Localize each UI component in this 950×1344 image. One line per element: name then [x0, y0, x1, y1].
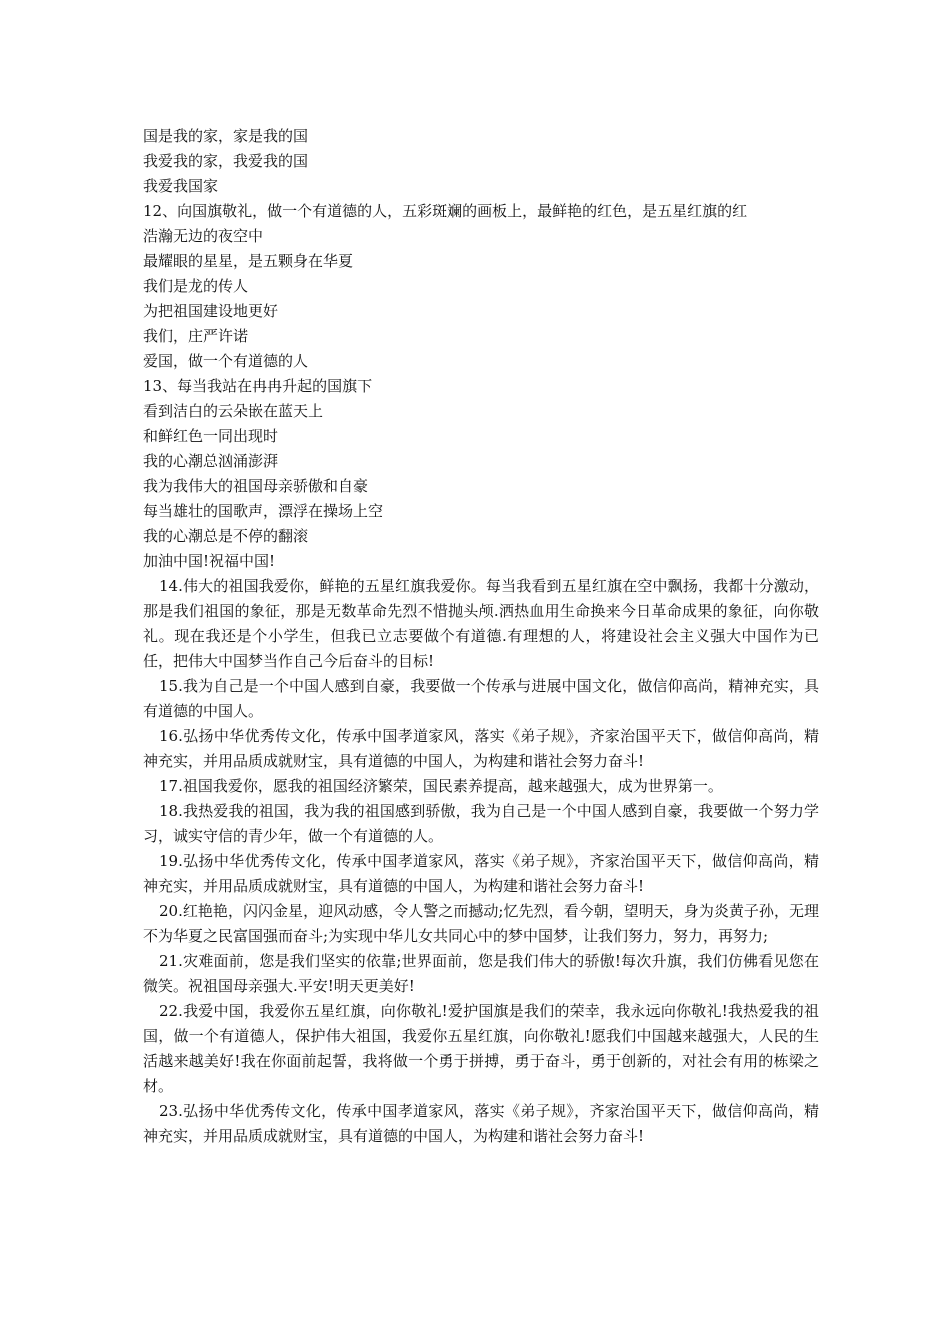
verse-line: 13、每当我站在冉冉升起的国旗下 — [143, 377, 373, 395]
verse-line: 我的心潮总是不停的翻滚 — [143, 527, 309, 545]
paragraph: 17.祖国我爱你，愿我的祖国经济繁荣，国民素养提高，越来越强大，成为世界第一。 — [159, 777, 723, 795]
verse-line: 每当雄壮的国歌声，漂浮在操场上空 — [143, 502, 384, 520]
paragraph: 19.弘扬中华优秀传文化，传承中国孝道家风，落实《弟子规》，齐家治国平天下，做信仰高尚，精神充实，并用品质成就财宝，具有道德的中国人，为构建和谐社会努力奋斗! — [143, 852, 819, 895]
paragraph: 16.弘扬中华优秀传文化，传承中国孝道家风，落实《弟子规》，齐家治国平天下，做信仰高尚，精神充实，并用品质成就财宝，具有道德的中国人，为构建和谐社会努力奋斗! — [143, 727, 819, 770]
verse-line: 我们，庄严许诺 — [143, 327, 249, 345]
paragraph: 22.我爱中国，我爱你五星红旗，向你敬礼!爱护国旗是我们的荣幸，我永远向你敬礼!我热爱我的祖国，做一个有道德人，保护伟大祖国，我爱你五星红旗，向你敬礼!愿我们中国越来越强大，人民的生活越来越美好!我在你面前起誓，我将做一个勇于拼搏，勇于奋斗，勇于创新的，对社会有用的栋梁之材。 — [143, 1002, 819, 1095]
verse-line: 国是我的家，家是我的国 — [143, 127, 309, 145]
verse-line: 为把祖国建设地更好 — [143, 302, 279, 320]
verse-line: 我爱我的家，我爱我的国 — [143, 152, 309, 170]
paragraph: 23.弘扬中华优秀传文化，传承中国孝道家风，落实《弟子规》，齐家治国平天下，做信仰高尚，精神充实，并用品质成就财宝，具有道德的中国人，为构建和谐社会努力奋斗! — [143, 1102, 819, 1145]
paragraph: 15.我为自己是一个中国人感到自豪，我要做一个传承与进展中国文化，做信仰高尚，精神充实，具有道德的中国人。 — [143, 677, 819, 720]
verse-line: 浩瀚无边的夜空中 — [143, 227, 264, 245]
verse-line: 加油中国!祝福中国! — [143, 552, 276, 570]
paragraph: 18.我热爱我的祖国，我为我的祖国感到骄傲，我为自己是一个中国人感到自豪，我要做一个努力学习，诚实守信的青少年，做一个有道德的人。 — [143, 802, 819, 845]
paragraph: 21.灾难面前，您是我们坚实的依靠;世界面前，您是我们伟大的骄傲!每次升旗，我们仿佛看见您在微笑。祝祖国母亲强大.平安!明天更美好! — [143, 952, 819, 995]
paragraph: 14.伟大的祖国我爱你，鲜艳的五星红旗我爱你。每当我看到五星红旗在空中飘扬，我都十分激动，那是我们祖国的象征，那是无数革命先烈不惜抛头颅.洒热血用生命换来今日革命成果的象征，向你敬礼。现在我还是个小学生，但我已立志要做个有道德.有理想的人，将建设社会主义强大中国作为已任，把伟大中国梦当作自己今后奋斗的目标! — [143, 577, 819, 670]
document-body — [143, 124, 819, 1149]
paragraph: 20.红艳艳，闪闪金星，迎风动感，令人警之而撼动;忆先烈，看今朝，望明天，身为炎黄子孙，无理不为华夏之民富国强而奋斗;为实现中华儿女共同心中的梦中国梦，让我们努力，努力，再努力; — [143, 902, 819, 945]
verse-line: 12、向国旗敬礼，做一个有道德的人，五彩斑斓的画板上，最鲜艳的红色，是五星红旗的红 — [143, 202, 748, 220]
verse-line: 和鲜红色一同出现时 — [143, 427, 279, 445]
verse-line: 看到洁白的云朵嵌在蓝天上 — [143, 402, 324, 420]
verse-line: 最耀眼的星星，是五颗身在华夏 — [143, 252, 354, 270]
verse-line: 爱国，做一个有道德的人 — [143, 352, 309, 370]
verse-line: 我爱我国家 — [143, 177, 219, 195]
verse-line: 我们是龙的传人 — [143, 277, 249, 295]
verse-line: 我为我伟大的祖国母亲骄傲和自豪 — [143, 477, 369, 495]
verse-line: 我的心潮总汹涌澎湃 — [143, 452, 279, 470]
